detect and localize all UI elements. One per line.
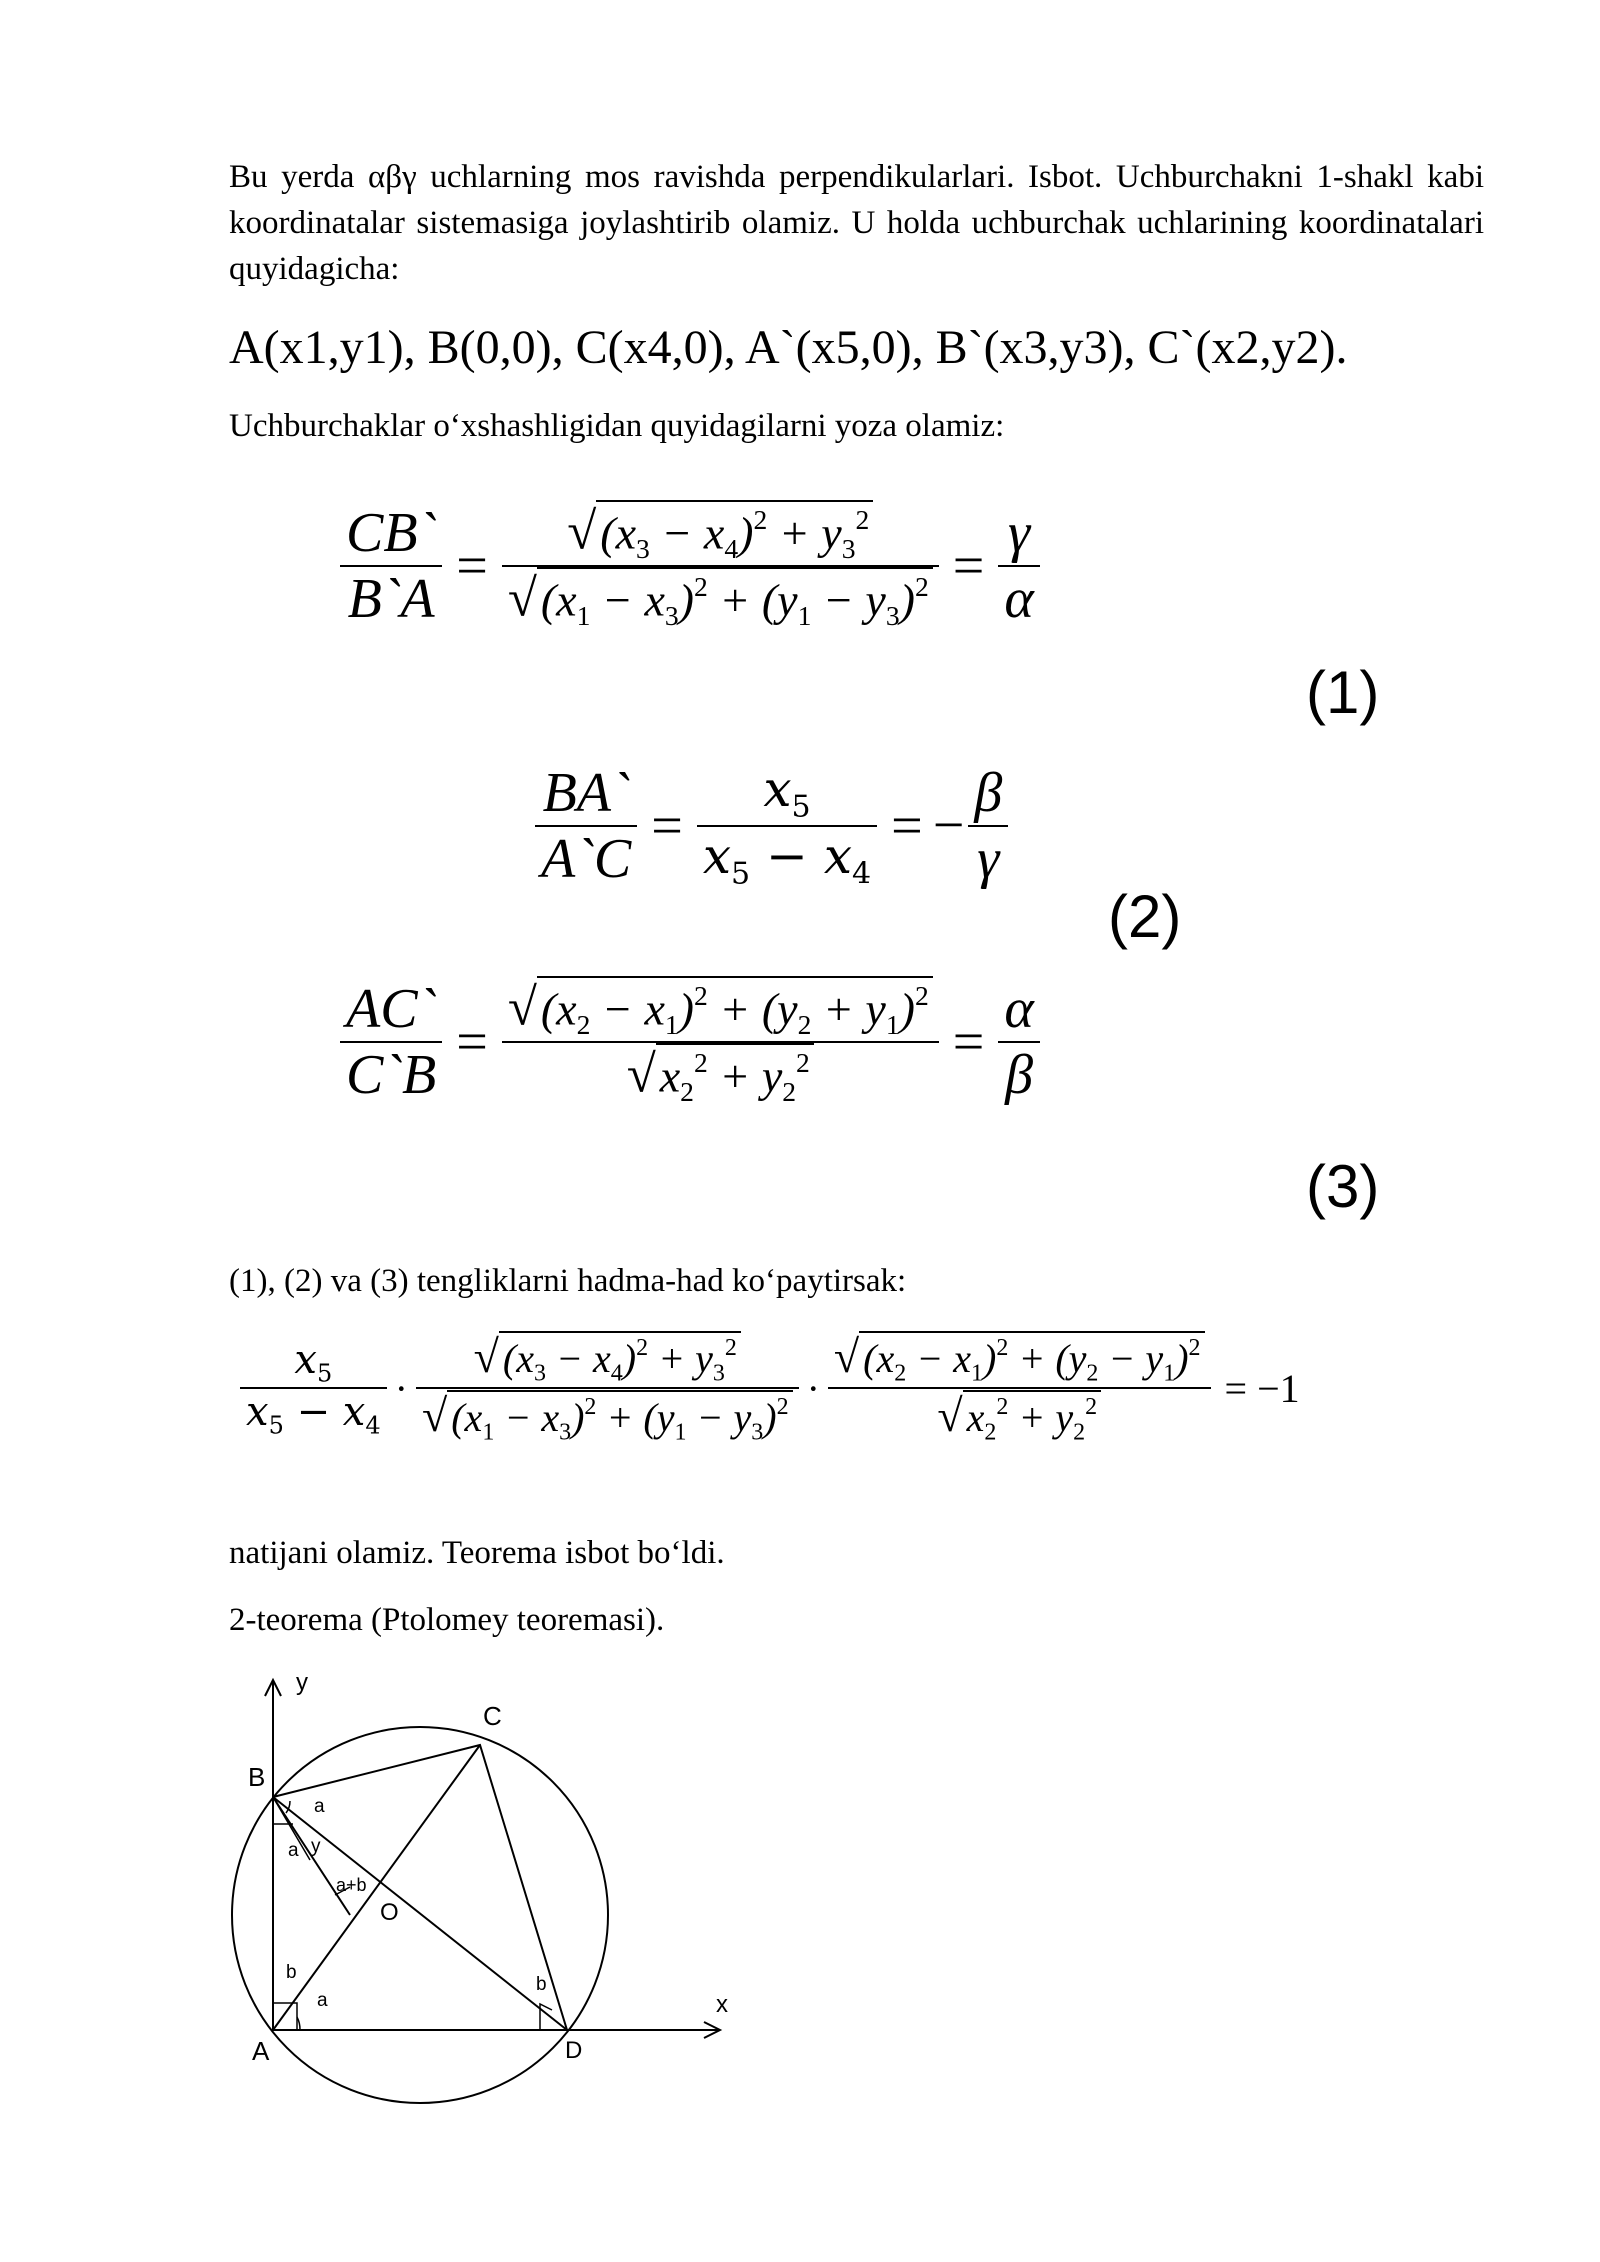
circumcircle <box>232 1727 608 2103</box>
conclusion-paragraph: natijani olamiz. Teorema isbot bo‘ldi. <box>229 1535 725 1571</box>
eq1-lhs-fraction <box>340 501 442 631</box>
eq2-equals-2: = <box>891 794 923 857</box>
eq1-lhs-denominator: B`A <box>347 567 435 630</box>
angle-label-b-left: b <box>286 1962 297 1983</box>
ptolemy-figure <box>220 1660 760 2110</box>
eq3-radical-fraction <box>502 976 939 1108</box>
prod-frac-1 <box>240 1337 387 1440</box>
point-a-label: A <box>252 2036 270 2066</box>
eq2-lhs-fraction <box>535 761 637 891</box>
similarity-paragraph: Uchburchaklar o‘xshashligidan quyidagilarni yoza olamiz: <box>229 408 1005 444</box>
eq2-rhs-fraction <box>968 761 1008 891</box>
angle-label-y: y <box>311 1836 321 1857</box>
equation-2 <box>535 760 1008 891</box>
angle-label-apb: a+b <box>336 1875 367 1895</box>
equation-3-number: (3) <box>1306 1153 1380 1220</box>
intro-paragraph: Bu yerda αβγ uchlarning mos ravishda perpendikularlari. Isbot. Uchburchakni 1-shakl kabi koordinatalar sistemasiga joylashtirib olamiz. U holda uchburchak uchlarining koordinatalari quyidagicha: <box>229 159 1484 287</box>
eq2-equals-1: = <box>651 794 683 857</box>
eq1-alpha: α <box>1004 567 1034 630</box>
prod-frac-3-num: √ $(x_2 - x_1)^2 + (y_2 - y_1)^2$ <box>828 1330 1211 1389</box>
product-equation <box>240 1330 1300 1447</box>
eq2-beta: β <box>968 761 1008 827</box>
eq3-lhs-numerator: AC` <box>340 977 442 1043</box>
diagonal-ac <box>273 1745 480 2030</box>
eq1-gamma: γ <box>998 501 1039 567</box>
angle-label-a-bottom: a <box>317 1990 328 2011</box>
eq2-gamma: γ <box>977 827 1000 890</box>
eq1-lhs-numerator: CB` <box>340 501 442 567</box>
eq3-equals-2: = <box>952 1010 985 1073</box>
eq3-equals-1: = <box>456 1010 488 1073</box>
eq3-radical-denominator: $√x_2^2 + y_2^2$ <box>502 1043 939 1108</box>
angle-label-a-left: a <box>288 1840 299 1861</box>
prod-frac-1-den: $x_5 - x_4$ <box>246 1389 381 1440</box>
eq3-rhs-fraction <box>998 977 1039 1107</box>
eq3-alpha: α <box>998 977 1039 1043</box>
eq1-radical-numerator: $√(x_3 - x_4)^2 + y_3^2$ <box>502 500 939 567</box>
eq2-mid-denominator: $x_5 - x_4$ <box>702 826 872 891</box>
equation-1-number: (1) <box>1306 659 1380 726</box>
axis-x-label: x <box>716 1991 728 2018</box>
prod-frac-3-den: √ $x_2^2 + y_2^2$ <box>828 1389 1211 1446</box>
prod-dot-1: · <box>394 1365 408 1411</box>
eq2-lhs-denominator: A`C <box>541 827 632 890</box>
prod-frac-1-num: $x_5$ <box>240 1337 387 1389</box>
prod-frac-2 <box>416 1330 799 1447</box>
eq3-beta: β <box>1005 1043 1033 1106</box>
point-c-label: C <box>483 1701 502 1731</box>
eq1-rhs-fraction <box>998 501 1039 631</box>
eq1-radical-denominator: $√(x_1 - x_3)^2 + (y_1 - y_3)^2$ <box>502 567 939 632</box>
equation-3 <box>340 976 1040 1108</box>
eq2-mid-fraction <box>697 760 877 891</box>
prod-frac-2-den: √ $(x_1 - x_3)^2 + (y_1 - y_3)^2$ <box>416 1389 799 1446</box>
eq2-mid-numerator: $x_5$ <box>697 760 877 827</box>
angle-label-a-top: a <box>314 1796 325 1817</box>
eq3-lhs-fraction <box>340 977 442 1107</box>
eq1-equals-1: = <box>456 534 488 597</box>
eq2-lhs-numerator: BA` <box>535 761 637 827</box>
prod-dot-2: · <box>806 1365 820 1411</box>
prod-frac-3 <box>828 1330 1211 1447</box>
equation-1 <box>340 500 1040 632</box>
eq1-radical-fraction <box>502 500 939 632</box>
prod-result: = −1 <box>1224 1365 1300 1411</box>
eq3-lhs-denominator: C`B <box>346 1043 437 1106</box>
angle-label-b-right: b <box>536 1974 547 1995</box>
coordinates-line: A(x1,y1), B(0,0), C(x4,0), A`(x5,0), B`(x3,y3), C`(x2,y2). <box>229 321 1348 374</box>
point-b-label: B <box>248 1762 266 1792</box>
eq1-equals-2: = <box>952 534 985 597</box>
eq2-minus: − <box>932 794 965 857</box>
point-d-label: D <box>565 2037 583 2064</box>
eq3-radical-numerator: $√(x_2 - x_1)^2 + (y_2 + y_1)^2$ <box>502 976 939 1043</box>
axis-y-label: y <box>296 1669 308 1696</box>
theorem-2-heading: 2-teorema (Ptolomey teoremasi). <box>229 1602 665 1638</box>
equation-2-number: (2) <box>1108 883 1182 950</box>
quadrilateral-abcd <box>273 1745 567 2030</box>
prod-frac-2-num: √ $(x_3 - x_4)^2 + y_3^2$ <box>416 1330 799 1389</box>
product-paragraph: (1), (2) va (3) tengliklarni hadma-had ko‘paytirsak: <box>229 1263 907 1299</box>
point-o-label: O <box>380 1899 399 1926</box>
